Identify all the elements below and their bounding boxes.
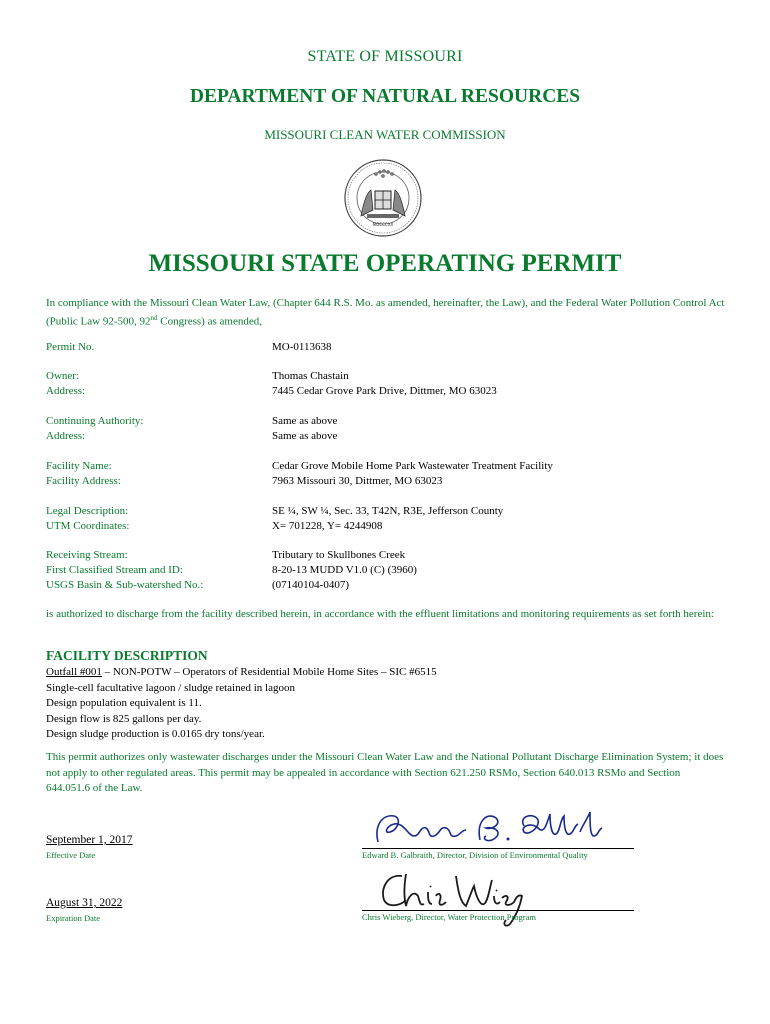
facility-name-label: Facility Name:: [46, 460, 112, 472]
ca-address-value: Same as above: [272, 430, 338, 442]
effective-date-label: Effective Date: [46, 850, 96, 860]
signature-line: [362, 848, 634, 849]
permit-notice: This permit authorizes only wastewater discharges under the Missouri Clean Water Law and the National Pollutant Discharge Elimination System; it does not apply to other regulated areas. This permit may be appealed in accordance with Section 621.250 RSMo, Section 640.013 RSMo and Section 644.051.6 of the Law.: [46, 751, 724, 794]
commission-heading: MISSOURI CLEAN WATER COMMISSION: [264, 127, 506, 142]
facility-line: Single-cell facultative lagoon / sludge retained in lagoon: [46, 681, 295, 694]
owner-value: Thomas Chastain: [272, 370, 349, 382]
usgs-value: (07140104-0407): [272, 579, 349, 591]
facility-line: Design sludge production is 0.0165 dry tons/year.: [46, 728, 265, 740]
state-heading: STATE OF MISSOURI: [307, 48, 463, 65]
permit-title: MISSOURI STATE OPERATING PERMIT: [148, 250, 622, 277]
state-seal-icon: [343, 158, 423, 238]
utm-value: X= 701228, Y= 4244908: [272, 520, 383, 532]
svg-text:MDCCCXX: MDCCCXX: [372, 222, 394, 227]
intro-superscript: nd: [150, 314, 158, 322]
signer2-title: Chris Wieberg, Director, Water Protection Program: [362, 912, 537, 922]
legal-description-value: SE ¼, SW ¼, Sec. 33, T42N, R3E, Jefferson County: [272, 505, 504, 517]
utm-label: UTM Coordinates:: [46, 520, 130, 532]
continuing-authority-value: Same as above: [272, 415, 338, 427]
receiving-stream-value: Tributary to Skullbones Creek: [272, 549, 406, 561]
facility-name-value: Cedar Grove Mobile Home Park Wastewater Treatment Facility: [272, 460, 553, 472]
continuing-authority-label: Continuing Authority:: [46, 415, 144, 427]
intro-text-end: Congress) as amended,: [157, 315, 262, 328]
facility-address-value: 7963 Missouri 30, Dittmer, MO 63023: [272, 475, 443, 487]
galbraith-signature-icon: [368, 806, 608, 852]
owner-address-value: 7445 Cedar Grove Park Drive, Dittmer, MO 63023: [272, 385, 497, 397]
owner-label: Owner:: [46, 370, 79, 382]
outfall-id: Outfall #001: [46, 666, 102, 678]
permit-number-label: Permit No.: [46, 341, 95, 353]
first-classified-value: 8-20-13 MUDD V1.0 (C) (3960): [272, 564, 417, 576]
outfall-detail: – NON-POTW – Operators of Residential Mobile Home Sites – SIC #6515: [101, 666, 437, 678]
first-classified-label: First Classified Stream and ID:: [46, 564, 183, 576]
owner-address-label: Address:: [46, 385, 86, 397]
department-heading: DEPARTMENT OF NATURAL RESOURCES: [189, 86, 581, 107]
facility-line: Design flow is 825 gallons per day.: [46, 712, 202, 725]
facility-description: [46, 665, 726, 743]
facility-description-heading: FACILITY DESCRIPTION: [46, 648, 208, 663]
expiration-date-label: Expiration Date: [46, 913, 101, 923]
usgs-label: USGS Basin & Sub-watershed No.:: [46, 579, 204, 591]
receiving-stream-label: Receiving Stream:: [46, 549, 128, 561]
legal-description-label: Legal Description:: [46, 505, 129, 517]
facility-address-label: Facility Address:: [46, 475, 121, 487]
effective-date: September 1, 2017: [46, 834, 133, 846]
expiration-date: August 31, 2022: [46, 897, 123, 909]
signature-line: [362, 910, 634, 911]
signer1-title: Edward B. Galbraith, Director, Division of Environmental Quality: [362, 850, 588, 860]
permit-number-value: MO-0113638: [272, 341, 332, 353]
authorization-text: is authorized to discharge from the facility described herein, in accordance with the effluent limitations and monitoring requirements as set forth herein:: [46, 608, 714, 620]
outfall-line: [46, 665, 726, 681]
intro-paragraph: [46, 296, 726, 330]
ca-address-label: Address:: [46, 430, 86, 442]
intro-text: In compliance with the Missouri Clean Water Law, (Chapter 644 R.S. Mo. as amended, hereinafter, the Law), and the Federal Water Pollution Control Act (Public Law 92-500, 92: [46, 297, 725, 328]
wieberg-signature-icon: [376, 866, 526, 932]
facility-line: Design population equivalent is 11.: [46, 697, 202, 709]
